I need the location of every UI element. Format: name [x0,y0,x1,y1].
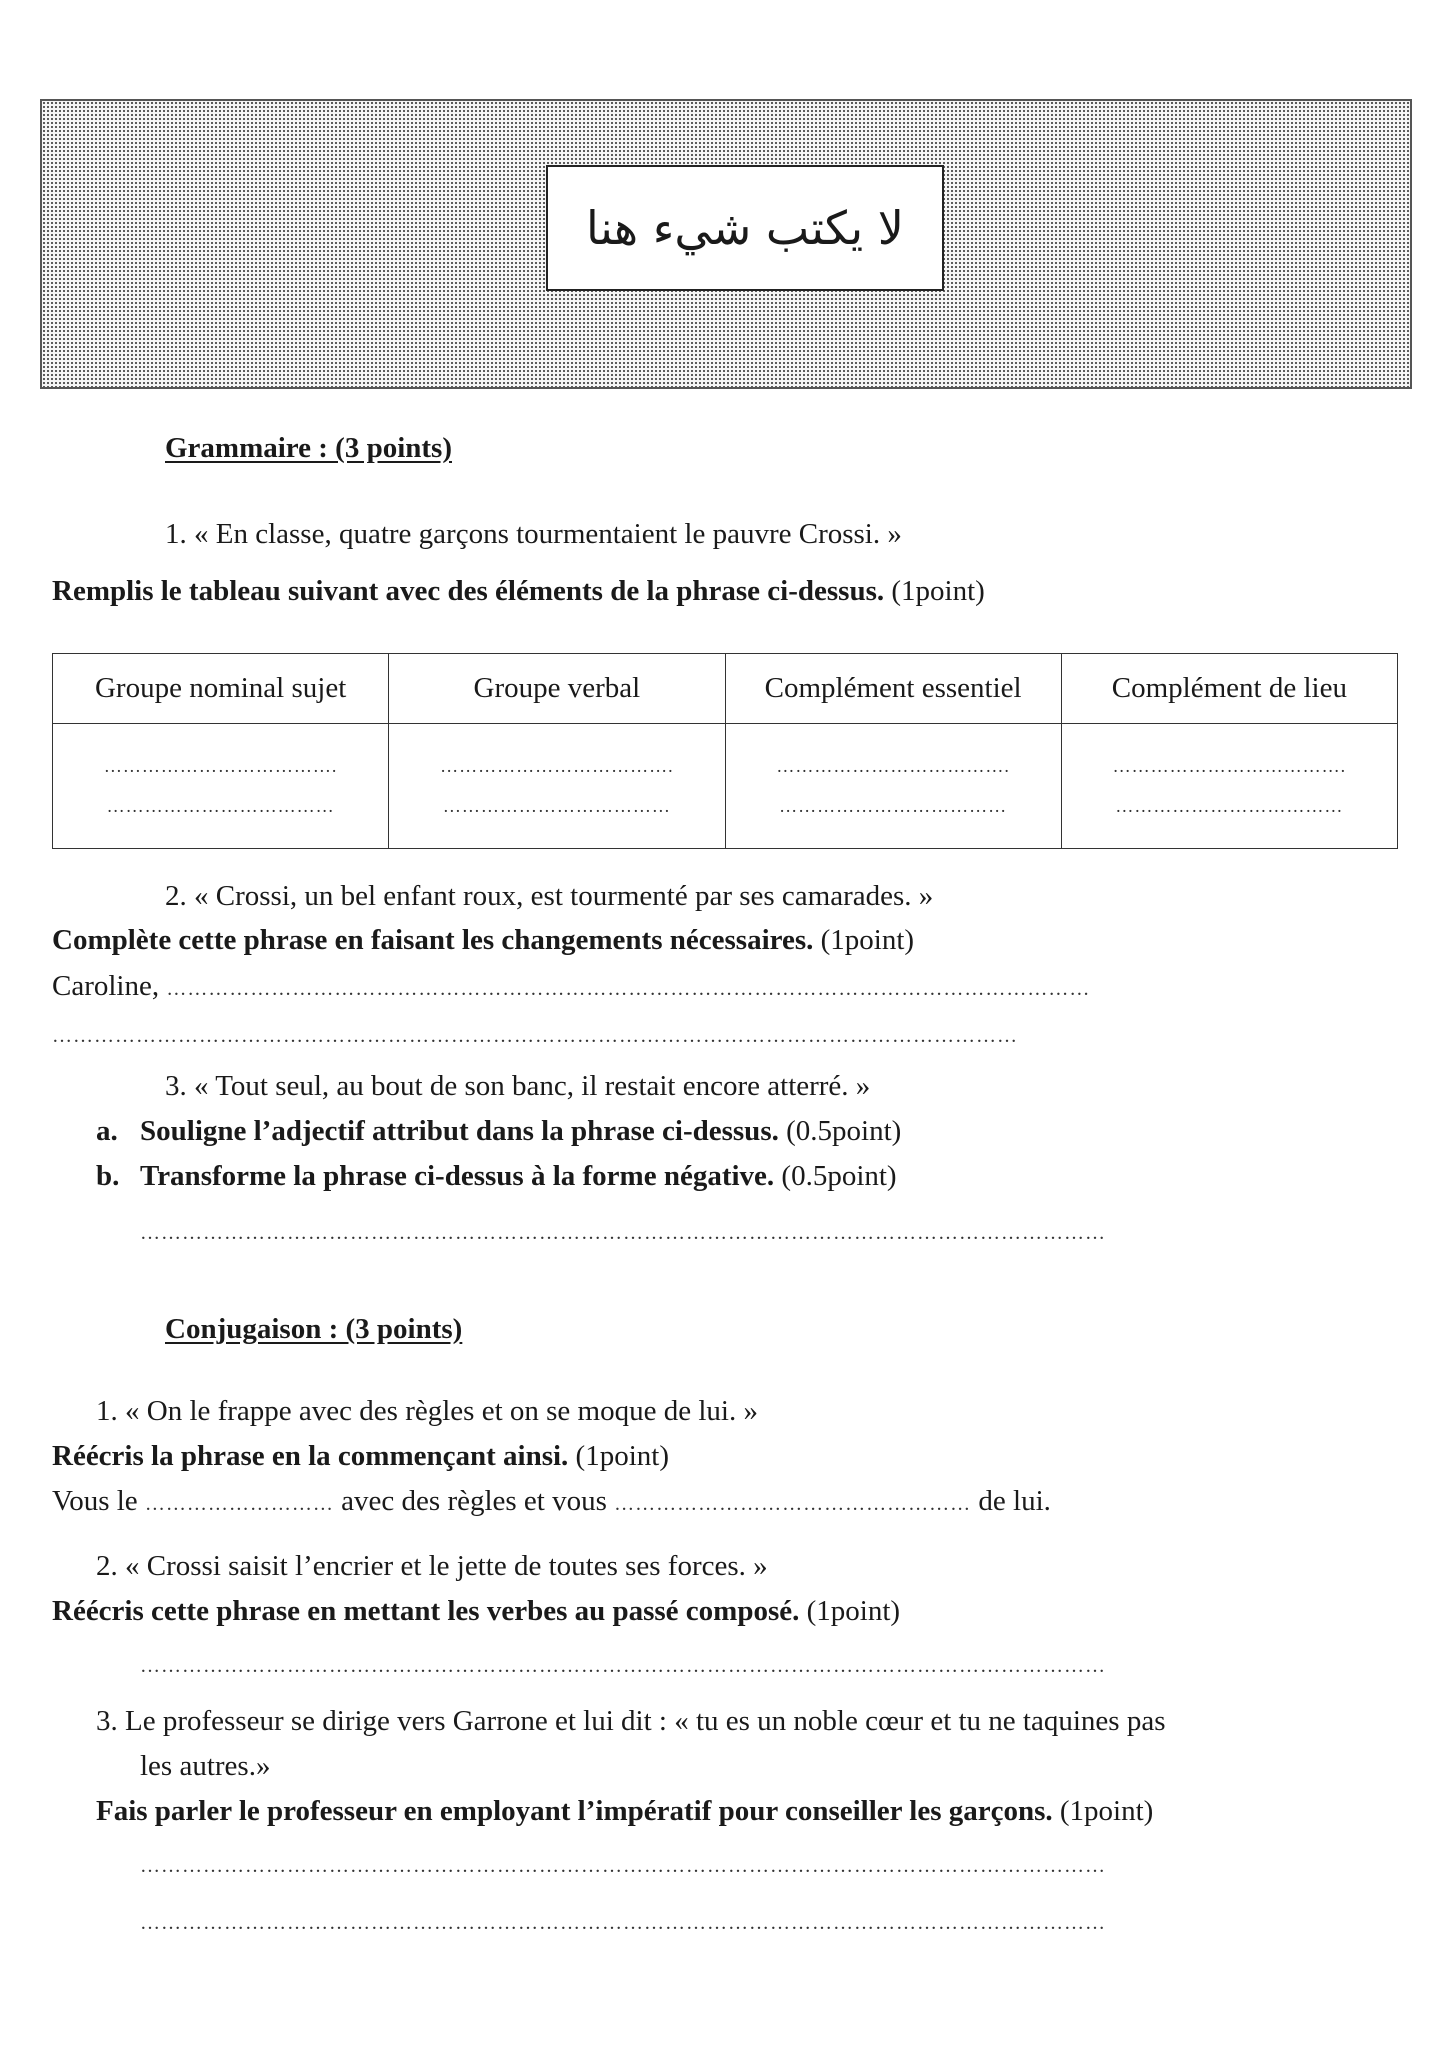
grammaire-q3b-answer-line[interactable]: ………………………………………………………………………………………………………………………… [140,1222,1106,1244]
conjugaison-q3-sentence: 3. Le professeur se dirige vers Garrone et lui dit : « tu es un noble cœur et tu ne taquines pas [96,1705,1166,1737]
answer-text: de lui. [978,1485,1051,1517]
answer-dots: ………………………………. [440,756,674,776]
instruction-text: Complète cette phrase en faisant les changements nécessaires. [52,924,814,956]
answer-text: Vous le [52,1485,138,1517]
answer-text: avec des règles et vous [341,1485,607,1517]
item-label: a. [96,1115,118,1147]
conjugaison-q3-instruction [96,1795,1153,1828]
conjugaison-q1-answer-line[interactable] [52,1485,1051,1518]
answer-dots: …………………………………………… [614,1493,972,1515]
answer-dots: ……………………………… [442,796,671,816]
conjugaison-q1-sentence: 1. « On le frappe avec des règles et on se moque de lui. » [96,1395,758,1427]
do-not-write-box [546,165,944,291]
grammaire-title: Grammaire : (3 points) [165,432,452,464]
points-text: (0.5point) [778,1115,902,1147]
answer-cell-place[interactable] [1061,724,1397,849]
points-text: (1point) [884,575,985,607]
grammaire-q1-instruction [52,575,985,608]
conjugaison-title: Conjugaison : (3 points) [165,1313,463,1345]
instruction-text: Souligne l’adjectif attribut dans la phrase ci-dessus. [140,1115,779,1147]
answer-dots: ………………………………. [103,756,338,776]
answer-dots: ………………………………. [776,756,1010,776]
grammaire-q3-sentence: 3. « Tout seul, au bout de son banc, il restait encore atterré. » [165,1070,871,1102]
do-not-write-text: لا يكتب شيء هنا [585,201,905,255]
table-answer-row [53,724,1398,849]
answer-dots: …………………………………………………………………………………………………………………… [166,978,1091,1000]
grammaire-q3a-instruction [140,1115,901,1148]
conjugaison-q3-answer-line-2[interactable]: ………………………………………………………………………………………………………………………… [140,1912,1106,1934]
answer-cell-complement[interactable] [725,724,1061,849]
conjugaison-q2-sentence: 2. « Crossi saisit l’encrier et le jette de toutes ses forces. » [96,1550,768,1582]
grammaire-q2-answer-line-2[interactable]: ………………………………………………………………………………………………………………………… [52,1025,1018,1047]
analysis-table [52,653,1398,849]
table-header-row [53,654,1398,724]
answer-cell-verb[interactable] [389,724,725,849]
header-shaded-box [40,99,1412,389]
item-label: b. [96,1160,120,1192]
grammaire-q2-answer-line[interactable] [52,970,1090,1003]
conjugaison-q2-answer-line[interactable]: ………………………………………………………………………………………………………………………… [140,1655,1106,1677]
points-text: (1point) [799,1595,901,1627]
table-header-cell: Groupe verbal [389,654,725,724]
instruction-text: Fais parler le professeur en employant l’impératif pour conseiller les garçons. [96,1795,1053,1827]
conjugaison-q3-answer-line[interactable]: ………………………………………………………………………………………………………………………… [140,1855,1106,1877]
points-text: (1point) [813,924,915,956]
answer-dots: ……………………………… [106,796,335,816]
answer-prefix: Caroline, [52,970,160,1002]
conjugaison-q1-instruction [52,1440,669,1473]
grammaire-q3a [96,1115,118,1148]
points-text: (0.5point) [774,1160,897,1192]
answer-dots: ………………………………. [1112,756,1347,776]
instruction-text: Transforme la phrase ci-dessus à la forme négative. [140,1160,775,1192]
table-header-cell: Complément essentiel [725,654,1061,724]
instruction-text: Remplis le tableau suivant avec des éléments de la phrase ci-dessus. [52,575,885,607]
conjugaison-q3-sentence-cont: les autres.» [140,1750,271,1782]
answer-dots: ……………………………… [1115,796,1344,816]
grammaire-q2-sentence: 2. « Crossi, un bel enfant roux, est tourmenté par ses camarades. » [165,880,934,912]
grammaire-q3b-instruction [140,1160,897,1193]
points-text: (1point) [1052,1795,1154,1827]
answer-cell-subject[interactable] [53,724,389,849]
answer-dots: ……………………………… [779,796,1008,816]
grammaire-q3b [96,1160,119,1193]
instruction-text: Réécris cette phrase en mettant les verbes au passé composé. [52,1595,800,1627]
table-header-cell: Groupe nominal sujet [53,654,389,724]
grammaire-q1-sentence: 1. « En classe, quatre garçons tourmentaient le pauvre Crossi. » [165,518,902,550]
answer-dots: ……………………… [144,1493,334,1515]
instruction-text: Réécris la phrase en la commençant ainsi. [52,1440,569,1472]
conjugaison-q2-instruction [52,1595,900,1628]
table-header-cell: Complément de lieu [1061,654,1397,724]
points-text: (1point) [568,1440,669,1472]
grammaire-q2-instruction [52,924,914,957]
